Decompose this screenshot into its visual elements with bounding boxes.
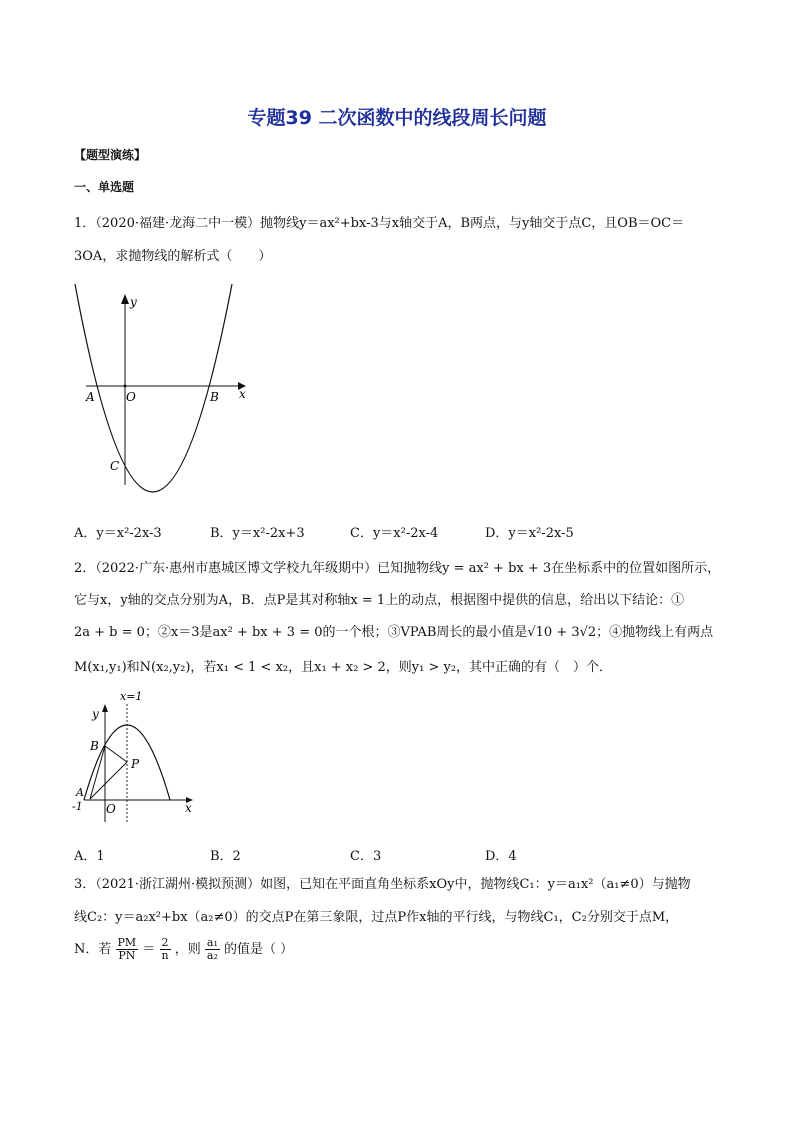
q3-text-suffix: 的值是（ ） [224, 942, 294, 957]
q3-fraction-a1-a2 [205, 937, 220, 962]
q3-text-line2: 线C₂：y＝a₂x²+bx（a₂≠0）的交点P在第三象限，过点P作x轴的平行线，与物线C₁，C₂分别交于点M， [74, 910, 679, 925]
q3-frac1-numerator: PM [117, 936, 137, 949]
section-label-practice: 【题型演练】 [74, 148, 147, 162]
q3-frac2-denominator: n [161, 949, 169, 962]
q1-text-line2: 3OA，求抛物线的解析式（ ） [74, 249, 272, 264]
q1-option-c[interactable]: C．y＝x²-2x-4 [350, 526, 439, 541]
q2-parabola-graph [70, 690, 200, 830]
q2-text-line4: M(x₁,y₁)和N(x₂,y₂)，若x₁ < 1 < x₂，且x₁ + x₂ > 2，则y₁ > y₂，其中正确的有（ ）个． [74, 660, 613, 675]
q2-label-P: P [131, 757, 140, 771]
q1-label-A: A [86, 390, 95, 404]
q3-fraction-pm-pn [116, 937, 139, 962]
q1-option-b[interactable]: B．y＝x²-2x+3 [210, 526, 305, 541]
q2-option-d[interactable]: D．4 [485, 849, 517, 864]
q1-label-y: y [130, 295, 137, 309]
q3-frac3-numerator: a₁ [206, 936, 218, 949]
q1-label-C: C [110, 459, 120, 473]
q3-text-middle: ，则 [174, 942, 201, 957]
q2-label-B: B [90, 739, 99, 753]
q1-parabola-graph [70, 280, 250, 500]
q1-option-d[interactable]: D．y＝x²-2x-5 [485, 526, 574, 541]
q3-frac2-numerator: 2 [160, 937, 171, 950]
q3-text-prefix: N．若 [74, 942, 112, 957]
q2-label-O: O [106, 802, 116, 816]
page-title: 专题39 二次函数中的线段周长问题 [247, 107, 547, 129]
q1-text-line1: 1．（2020·福建·龙海二中一模）抛物线y＝ax²+bx-3与x轴交于A，B两点，与y轴交于点C，且OB＝OC＝ [74, 216, 685, 231]
q2-text-line2: 它与x，y轴的交点分别为A，B．点P是其对称轴x = 1上的动点，根据图中提供的信息，给出以下结论：① [74, 593, 685, 608]
q2-option-c[interactable]: C．3 [350, 849, 382, 864]
q3-text-line3 [74, 936, 293, 964]
q1-label-x: x [239, 387, 246, 401]
q1-label-O: O [126, 390, 136, 404]
q1-option-a[interactable]: A．y＝x²-2x-3 [74, 526, 162, 541]
q3-fraction-2-n [160, 937, 171, 962]
q2-label-y: y [92, 707, 99, 721]
q1-label-B: B [210, 390, 219, 404]
q2-text-line1: 2．（2022·广东·惠州市惠城区博文学校九年级期中）已知抛物线y = ax² + bx + 3在坐标系中的位置如图所示， [74, 561, 721, 576]
q2-label-minus1: -1 [72, 800, 83, 813]
q2-option-b[interactable]: B．2 [210, 849, 241, 864]
q3-text-line1: 3．（2021·浙江湖州·模拟预测）如图，已知在平面直角坐标系xOy中，抛物线C₁：y＝a₁x²（a₁≠0）与抛物 [74, 877, 691, 892]
q2-triangle-pab [90, 746, 127, 799]
q2-option-a[interactable]: A．1 [74, 849, 105, 864]
q3-equals: ＝ [142, 942, 156, 957]
q2-label-A: A [76, 786, 84, 799]
q2-label-x: x [185, 801, 192, 815]
q3-frac1-denominator: PN [118, 949, 136, 962]
section-label-single-choice: 一、单选题 [74, 180, 135, 194]
q2-label-x1: x=1 [120, 690, 143, 703]
q1-parabola-curve [75, 284, 232, 492]
q3-frac3-denominator: a₂ [206, 949, 218, 962]
q2-text-line3: 2a + b = 0；②x＝3是ax² + bx + 3 = 0的一个根；③VPAB周长的最小值是√10 + 3√2；④抛物线上有两点 [74, 625, 714, 640]
